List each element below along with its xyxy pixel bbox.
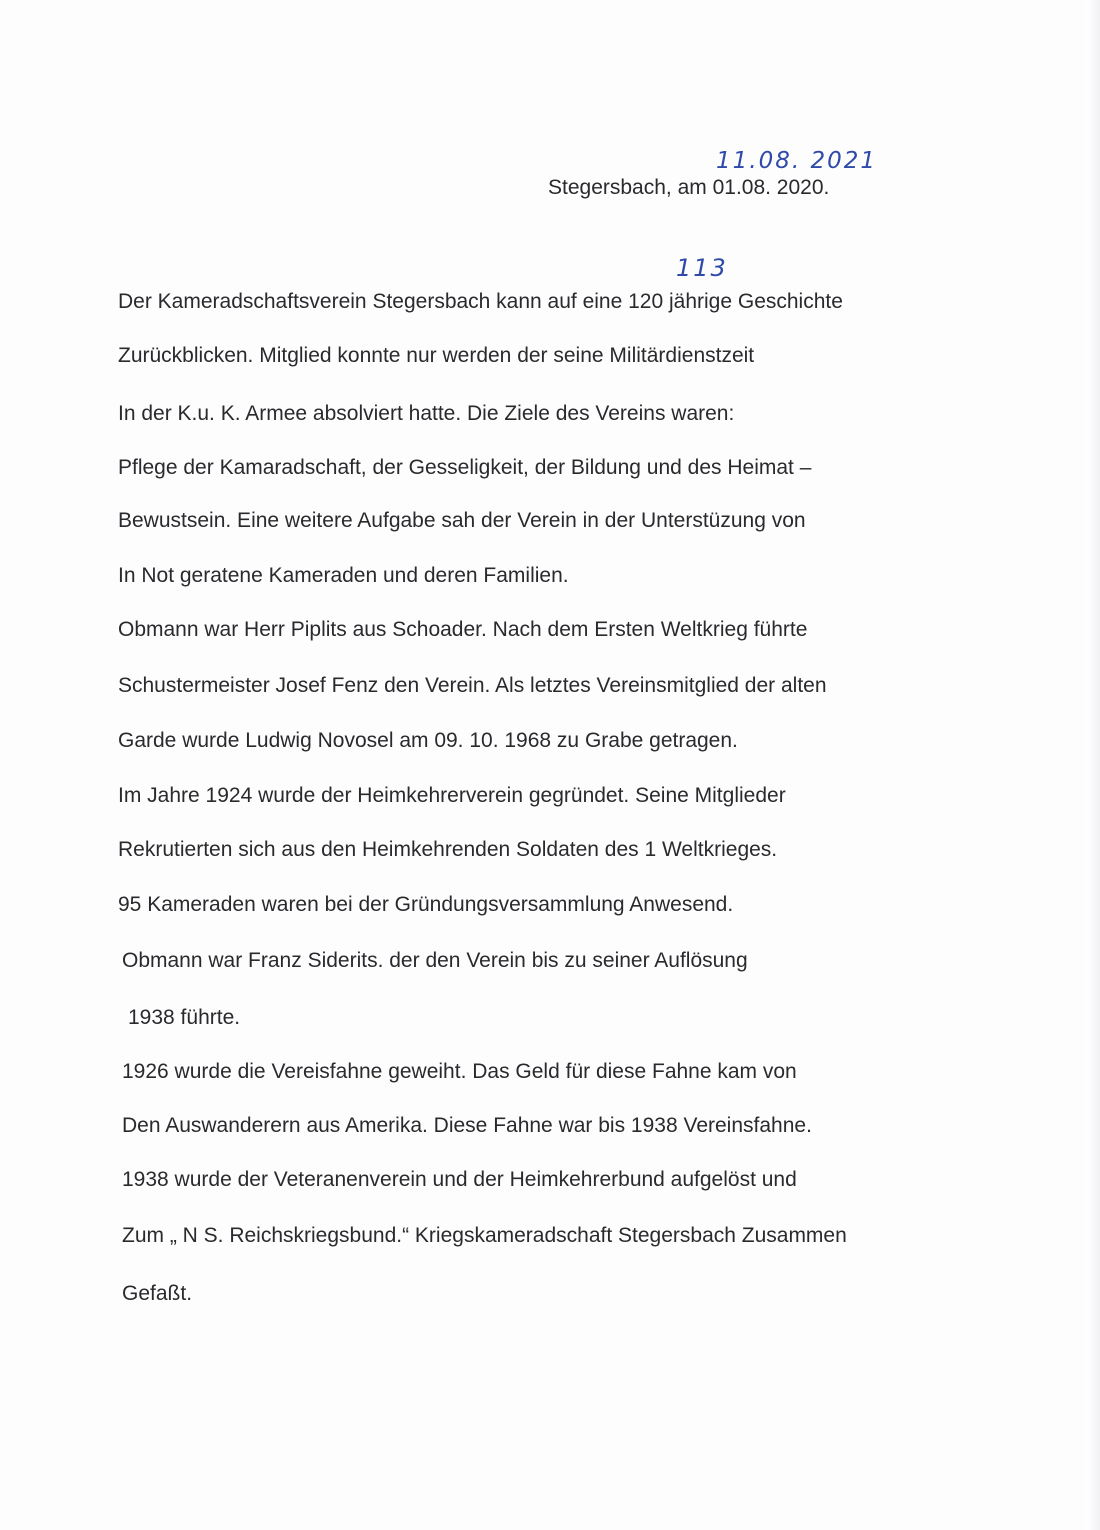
- text-line-13: Obmann war Franz Siderits. der den Verein bis zu seiner Auflösung: [122, 949, 748, 972]
- text-line-4: Pflege der Kamaradschaft, der Gesseligkeit, der Bildung und des Heimat –: [118, 456, 812, 479]
- text-line-2: Zurückblicken. Mitglied konnte nur werden der seine Militärdienstzeit: [118, 344, 755, 367]
- text-line-16: Den Auswanderern aus Amerika. Diese Fahne war bis 1938 Vereinsfahne.: [122, 1114, 812, 1137]
- text-line-18: Zum „ N S. Reichskriegsbund.“ Kriegskameradschaft Stegersbach Zusammen: [122, 1224, 847, 1247]
- text-line-19: Gefaßt.: [122, 1282, 193, 1305]
- text-line-14: 1938 führte.: [128, 1006, 241, 1029]
- text-line-10: Im Jahre 1924 wurde der Heimkehrerverein gegründet. Seine Mitglieder: [118, 784, 786, 807]
- typed-date: Stegersbach, am 01.08. 2020.: [548, 176, 830, 199]
- text-line-7: Obmann war Herr Piplits aus Schoader. Nach dem Ersten Weltkrieg führte: [118, 618, 808, 641]
- text-line-3: In der K.u. K. Armee absolviert hatte. Die Ziele des Vereins waren:: [118, 402, 735, 425]
- text-line-15: 1926 wurde die Vereisfahne geweiht. Das Geld für diese Fahne kam von: [122, 1060, 797, 1083]
- page-edge: [1086, 0, 1100, 1530]
- text-line-11: Rekrutierten sich aus den Heimkehrenden Soldaten des 1 Weltkrieges.: [118, 838, 778, 861]
- text-line-6: In Not geratene Kameraden und deren Familien.: [118, 564, 569, 587]
- text-line-17: 1938 wurde der Veteranenverein und der Heimkehrerbund aufgelöst und: [122, 1168, 797, 1191]
- text-line-12: 95 Kameraden waren bei der Gründungsversammlung Anwesend.: [118, 893, 734, 916]
- text-line-5: Bewustsein. Eine weitere Aufgabe sah der Verein in der Unterstüzung von: [118, 509, 806, 532]
- text-line-1: Der Kameradschaftsverein Stegersbach kann auf eine 120 jährige Geschichte: [118, 290, 843, 313]
- text-line-9: Garde wurde Ludwig Novosel am 09. 10. 1968 zu Grabe getragen.: [118, 729, 738, 752]
- text-line-8: Schustermeister Josef Fenz den Verein. Als letztes Vereinsmitglied der alten: [118, 674, 827, 697]
- handwritten-date: 11.08. 2021: [716, 148, 877, 174]
- handwritten-correction-113: 113: [676, 254, 728, 282]
